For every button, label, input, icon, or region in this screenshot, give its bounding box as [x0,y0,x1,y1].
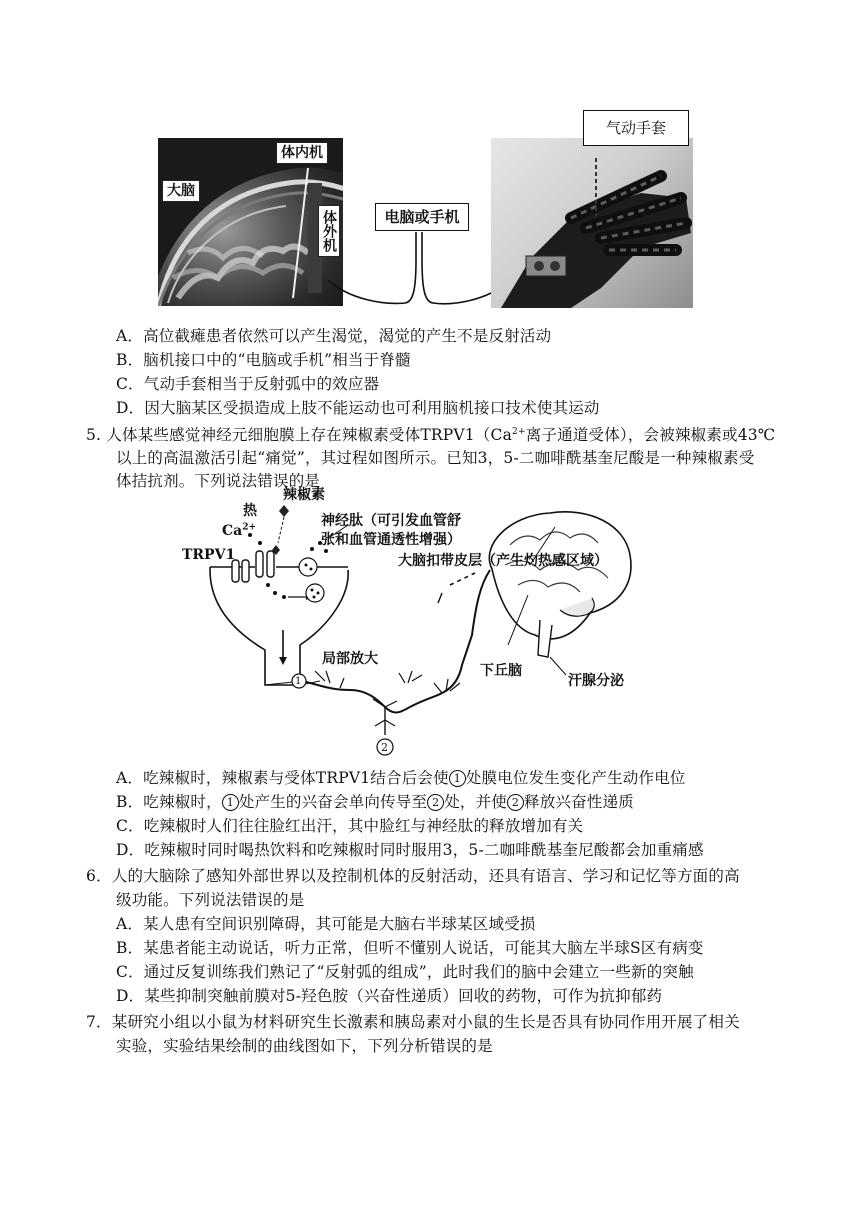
external-unit-label: 体外机 [318,205,340,257]
q6-stem-line2: 级功能。下列说法错误的是 [116,891,305,909]
neuropeptide-label-line2: 张和血管通透性增强） [321,532,461,548]
computer-or-phone-box: 电脑或手机 [375,203,469,231]
q5-option-b-part3: 处，并使 [444,793,508,811]
q5-option-b-part4: 释放兴奋性递质 [524,793,634,811]
trpv1-pathway-figure [180,485,660,767]
q4-option-a: A．高位截瘫患者依然可以产生渴觉，渴觉的产生不是反射活动 [116,327,552,345]
q6-option-b: B．某患者能主动说话，听力正常，但听不懂别人说话，可能其大脑左半球S区有病变 [116,939,704,957]
circle-marker-1: 1 [449,770,466,787]
calcium-label [222,523,256,539]
marker-2: 2 [381,741,388,754]
local-magnification-label: 局部放大 [322,651,378,667]
q5-stem-line1-a: 5. 人体某些感觉神经元细胞膜上存在辣椒素受体TRPV1（Ca [86,426,513,444]
glove-illustration [491,138,693,308]
q6-option-a: A．某人患有空间识别障碍，其可能是大脑右半球某区域受损 [116,915,536,933]
q6-stem-line1: 6．人的大脑除了感知外部世界以及控制机体的反射活动，还具有语言、学习和记忆等方面的高 [86,867,740,885]
brain-computer-interface-figure [150,110,710,310]
pneumatic-glove-box: 气动手套 [583,110,689,146]
heat-label: 热 [243,503,257,519]
q6-option-d: D．某些抑制突触前膜对5-羟色胺（兴奋性递质）回收的药物，可作为抗抑郁药 [116,987,663,1005]
circle-marker-2: 2 [507,794,524,811]
circle-marker-2: 2 [427,794,444,811]
q7-stem-line1: 7．某研究小组以小鼠为材料研究生长激素和胰岛素对小鼠的生长是否具有协同作用开展了相关 [86,1013,740,1031]
q5-option-a-part2: 处膜电位发生变化产生动作电位 [465,769,686,787]
q5-option-b-part1: B．吃辣椒时， [116,793,222,811]
q5-stem-ca-charge: 2+ [512,426,526,437]
q5-stem-line1-b: 离子通道受体），会被辣椒素或43℃ [525,426,776,444]
marker-1: 1 [295,676,302,687]
cingulate-cortex-label: 大脑扣带皮层（产生灼热感区域） [398,553,608,569]
q7-stem-line2: 实验，实验结果绘制的曲线图如下，下列分析错误的是 [116,1037,493,1055]
q5-option-b [116,791,634,813]
q4-option-b: B．脑机接口中的“电脑或手机”相当于脊髓 [116,351,411,369]
hypothalamus-label: 下丘脑 [480,663,522,679]
q5-option-a [116,767,686,789]
q6-option-c: C．通过反复训练我们熟记了“反射弧的组成”，此时我们的脑中会建立一些新的突触 [116,963,694,981]
q4-option-d: D．因大脑某区受损造成上肢不能运动也可利用脑机接口技术使其运动 [116,399,600,417]
trpv1-label: TRPV1 [182,547,236,563]
q5-option-d: D．吃辣椒时同时喝热饮料和吃辣椒时同时服用3，5-二咖啡酰基奎尼酸都会加重痛感 [116,841,704,859]
sweat-secretion-label: 汗腺分泌 [568,673,624,689]
implant-label: 体内机 [276,142,328,164]
capsaicin-label: 辣椒素 [283,487,325,503]
q5-stem-line2: 以上的高温激活引起“痛觉”，其过程如图所示。已知3，5-二咖啡酰基奎尼酸是一种辣椒素受 [116,449,755,467]
circle-marker-1: 1 [222,794,239,811]
neuropeptide-label-line1: 神经肽（可引发血管舒 [321,513,461,529]
brain-label: 大脑 [162,180,200,202]
q5-option-c: C．吃辣椒时人们往往脸红出汗，其中脸红与神经肽的释放增加有关 [116,817,584,835]
calcium-symbol: Ca [222,523,243,539]
q5-stem-line1 [86,424,775,446]
q5-option-b-part2: 处产生的兴奋会单向传导至 [238,793,428,811]
q5-option-a-part1: A．吃辣椒时，辣椒素与受体TRPV1结合后会使 [116,769,449,787]
q4-option-c: C．气动手套相当于反射弧中的效应器 [116,375,380,393]
q5-stem-line3: 体拮抗剂。下列说法错误的是 [116,472,321,490]
pneumatic-glove-photo [491,138,693,308]
calcium-charge: 2+ [242,522,257,533]
